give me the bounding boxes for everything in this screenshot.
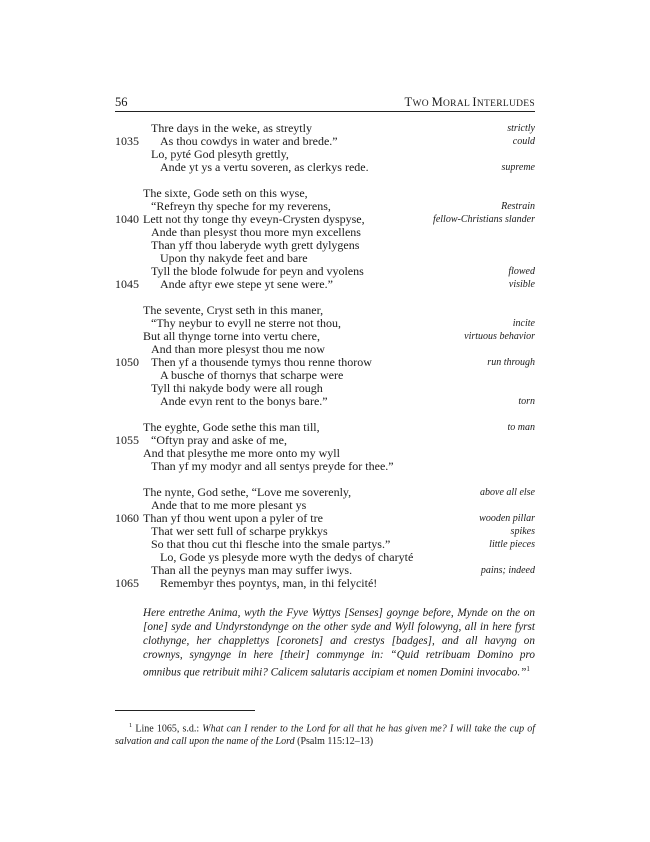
verse-line <box>115 278 535 291</box>
verse-text: Than yf thou went upon a pyler of tre <box>143 511 323 525</box>
verse-text: Thre days in the weke, as streytly <box>151 121 312 135</box>
stage-direction <box>143 606 535 680</box>
poem-text <box>115 122 535 590</box>
verse-text: Ande evyn rent to the bonys bare.” <box>160 394 328 408</box>
verse-line <box>115 577 535 590</box>
marginal-gloss: could <box>512 136 535 147</box>
verse-line <box>115 460 535 473</box>
line-number: 1065 <box>115 576 139 590</box>
marginal-gloss: visible <box>508 279 535 290</box>
footnote-translation: What can I render to the Lord for all that he has given me? I will take the cup of salvation and call upon the name of the Lord <box>115 723 535 748</box>
running-title-smallcaps-1: WO <box>412 99 432 109</box>
marginal-gloss: wooden pillar <box>479 513 535 524</box>
verse-text: Lo, pyté God plesyth grettly, <box>151 147 289 161</box>
marginal-gloss: Restrain <box>501 201 535 212</box>
verse-text: But all thynge torne into vertu chere, <box>143 329 320 343</box>
verse-text: Lett not thy tonge thy eveyn-Crysten dyspyse, <box>143 212 365 226</box>
verse-text: Than all the peynys man may suffer iwys. <box>151 563 353 577</box>
footnote-prefix: Line 1065, s.d.: <box>135 723 203 735</box>
line-number: 1035 <box>115 134 139 148</box>
marginal-gloss: strictly <box>507 123 535 134</box>
verse-text: That wer sett full of scharpe prykkys <box>151 524 328 538</box>
marginal-gloss: fellow-Christians slander <box>433 214 535 225</box>
verse-text: “Thy neybur to evyll ne sterre not thou, <box>151 316 341 330</box>
verse-text: Ande that to me more plesant ys <box>151 498 307 512</box>
running-title-cap-i: I <box>472 95 477 109</box>
marginal-gloss: above all else <box>480 487 535 498</box>
line-number: 1060 <box>115 511 139 525</box>
marginal-gloss: little pieces <box>489 539 535 550</box>
running-title-smallcaps-2: ORAL <box>443 99 473 109</box>
verse-text: Remembyr thes poyntys, man, in thi felycité! <box>160 576 378 590</box>
verse-line <box>115 395 535 408</box>
line-number: 1040 <box>115 212 139 226</box>
verse-text: Than yf my modyr and all sentys preyde for thee.” <box>151 459 394 473</box>
verse-text: Tyll thi nakyde body were all rough <box>151 381 323 395</box>
verse-text: Upon thy nakyde feet and bare <box>160 251 308 265</box>
verse-text: And that plesythe me more onto my wyll <box>143 446 340 460</box>
verse-text: The nynte, God sethe, “Love me soverenly, <box>143 485 352 499</box>
marginal-gloss: flowed <box>508 266 535 277</box>
verse-text: The sevente, Cryst seth in this maner, <box>143 303 324 317</box>
verse-text: “Oftyn pray and aske of me, <box>151 433 287 447</box>
verse-text: And than more plesyst thou me now <box>151 342 325 356</box>
marginal-gloss: torn <box>518 396 535 407</box>
stage-direction-text: Here entrethe Anima, wyth the Fyve Wyttys [Senses] goynge before, Mynde on the on [one] syde and Undyrstondynge on the other syde and Wyll folowyng, all in here fyrst clothynge, her chapplettys [coronets] and crestys [badges], and all havyng on crownys, syngynge in here [their] commynge in: “Quid retribuam Domino pro omnibus que retribuit mihi? Calicem salutaris accipiam et nomen Domini invocabo.” <box>143 607 535 679</box>
line-number: 1050 <box>115 355 139 369</box>
line-number: 1045 <box>115 277 139 291</box>
marginal-gloss: virtuous behavior <box>464 331 535 342</box>
verse-text: Then yf a thousende tymys thou renne thorow <box>151 355 372 369</box>
verse-text: Lo, Gode ys plesyde more wyth the dedys of charyté <box>160 550 414 564</box>
running-title-cap-m: M <box>431 95 444 109</box>
marginal-gloss: spikes <box>510 526 535 537</box>
marginal-gloss: incite <box>512 318 535 329</box>
verse-text: A busche of thornys that scharpe were <box>160 368 344 382</box>
marginal-gloss: supreme <box>501 162 535 173</box>
page-number: 56 <box>115 95 128 109</box>
verse-text: “Refreyn thy speche for my reverens, <box>151 199 331 213</box>
verse-text: Tyll the blode folwude for peyn and vyolens <box>151 264 364 278</box>
footnote-rule <box>115 710 255 711</box>
line-number: 1055 <box>115 433 139 447</box>
verse-text: As thou cowdys in water and brede.” <box>160 134 338 148</box>
verse-text: Than yff thou laberyde wyth grett dylygens <box>151 238 360 252</box>
marginal-gloss: to man <box>507 422 535 433</box>
verse-text: So that thou cut thi flesche into the smale partys.” <box>151 537 391 551</box>
running-title-cap-t: T <box>404 95 413 109</box>
verse-line <box>115 161 535 174</box>
marginal-gloss: run through <box>487 357 535 368</box>
header-rule <box>115 111 535 112</box>
verse-text: Ande yt ys a vertu soveren, as clerkys rede. <box>160 160 369 174</box>
verse-text: The sixte, Gode seth on this wyse, <box>143 186 308 200</box>
footnote-reference: 1 <box>526 665 530 673</box>
marginal-gloss: pains; indeed <box>480 565 535 576</box>
footnote-marker: 1 <box>129 722 133 729</box>
running-title <box>405 95 535 111</box>
footnote-citation: (Psalm 115:12–13) <box>294 736 374 748</box>
verse-text: Ande aftyr ewe stepe yt sene were.” <box>160 277 333 291</box>
verse-text: Ande than plesyst thou more myn excellens <box>151 225 361 239</box>
footnote <box>115 719 535 748</box>
verse-text: The eyghte, Gode sethe this man till, <box>143 420 320 434</box>
running-title-smallcaps-3: NTERLUDES <box>476 99 535 109</box>
running-header <box>115 95 535 109</box>
